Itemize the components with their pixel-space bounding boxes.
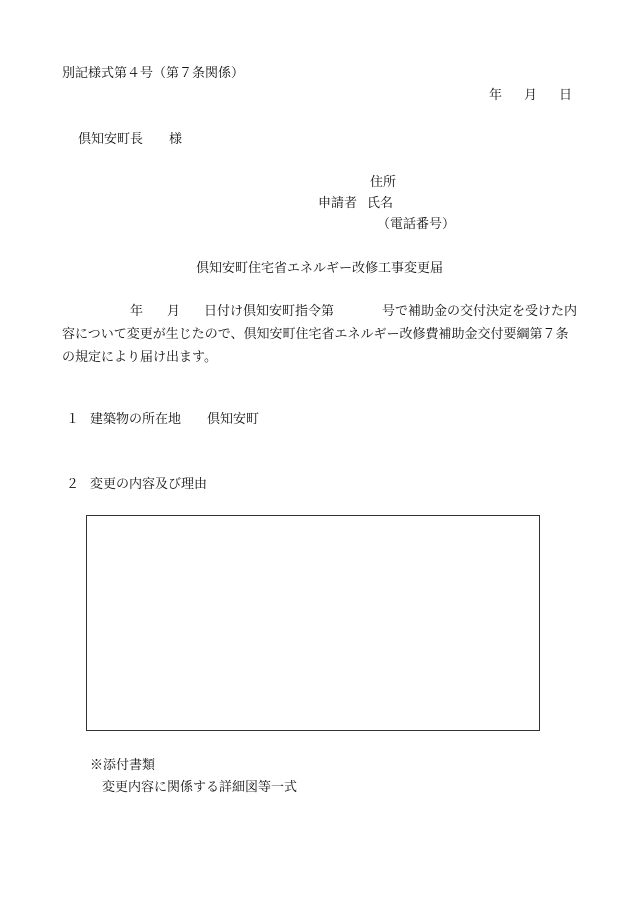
item1-number: １ bbox=[66, 412, 80, 427]
name-label: 氏名 bbox=[367, 196, 394, 211]
body-dated-text: 日付け倶知安町指令第 bbox=[204, 304, 335, 319]
item2-label: 変更の内容及び理由 bbox=[90, 477, 208, 492]
applicant-row bbox=[318, 197, 393, 210]
item1-value: 倶知安町 bbox=[207, 412, 260, 427]
body-month-label: 月 bbox=[167, 304, 181, 319]
date-day-label: 日 bbox=[559, 88, 573, 103]
item1-label: 建築物の所在地 bbox=[90, 412, 182, 427]
change-reason-box[interactable] bbox=[86, 515, 540, 731]
item-change-details bbox=[66, 478, 207, 491]
body-line-1 bbox=[130, 305, 577, 318]
form-number: 別記様式第４号（第７条関係） bbox=[62, 66, 245, 81]
address-label: 住所 bbox=[370, 175, 397, 190]
attachments-heading: ※添付書類 bbox=[90, 758, 156, 773]
item-building-location bbox=[66, 413, 259, 426]
addressee-name: 倶知安町長 bbox=[78, 132, 144, 147]
body-year-label: 年 bbox=[130, 304, 144, 319]
item2-number: ２ bbox=[66, 477, 80, 492]
date-month-label: 月 bbox=[524, 88, 538, 103]
addressee bbox=[78, 133, 182, 146]
attachments-item: 変更内容に関係する詳細図等一式 bbox=[102, 780, 298, 795]
addressee-honorific: 様 bbox=[169, 132, 183, 147]
document-title: 倶知安町住宅省エネルギー改修工事変更届 bbox=[196, 261, 444, 276]
applicant-label: 申請者 bbox=[318, 196, 358, 211]
phone-label: （電話番号） bbox=[377, 217, 456, 232]
date-line bbox=[489, 89, 572, 102]
body-line-3: の規定により届け出ます。 bbox=[62, 350, 217, 365]
date-year-label: 年 bbox=[489, 88, 503, 103]
body-rest-text: 号で補助金の交付決定を受けた内 bbox=[382, 304, 578, 319]
body-line-2: 容について変更が生じたので、倶知安町住宅省エネルギー改修費補助金交付要綱第７条 bbox=[62, 327, 569, 342]
